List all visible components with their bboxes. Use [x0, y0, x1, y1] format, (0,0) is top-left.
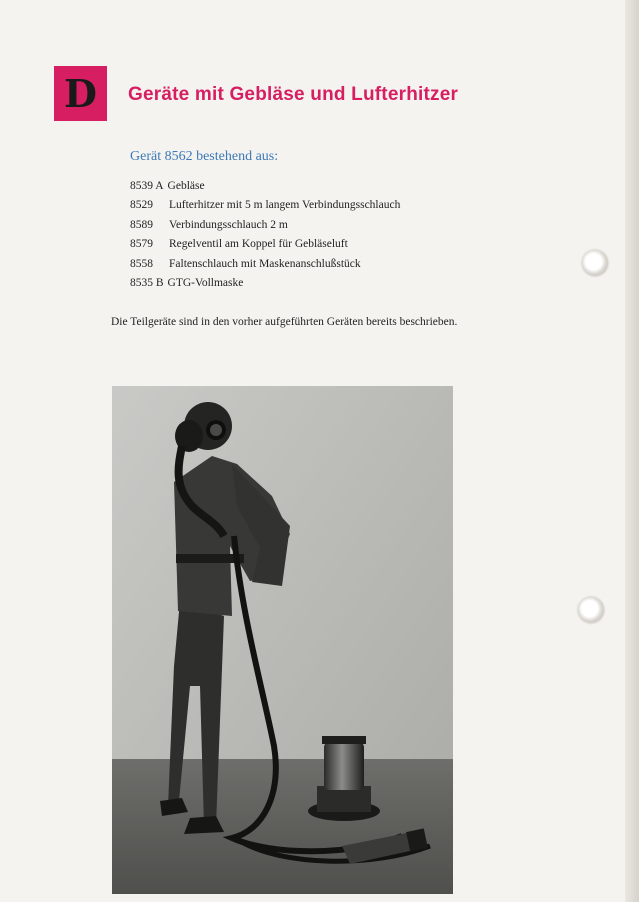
list-item [130, 176, 400, 196]
part-description: Lufterhitzer mit 5 m langem Verbindungsschlauch [169, 199, 401, 212]
punch-hole [582, 250, 608, 276]
part-number: 8589 [130, 218, 153, 231]
part-description: Faltenschlauch mit Maskenanschlußstück [169, 257, 361, 270]
part-description: GTG-Vollmaske [167, 277, 244, 290]
section-letter: D [64, 70, 97, 116]
list-item [130, 196, 400, 216]
list-item [130, 254, 400, 274]
punch-hole [578, 597, 604, 623]
device-subheading: Gerät 8562 bestehend aus: [130, 149, 279, 164]
list-item [130, 235, 400, 255]
page-title: Geräte mit Gebläse und Lufterhitzer [128, 84, 459, 105]
part-number: 8535 B [130, 277, 164, 290]
list-item [130, 215, 400, 235]
part-number: 8529 [130, 199, 153, 212]
part-description: Gebläse [167, 179, 205, 192]
note-text: Die Teilgeräte sind in den vorher aufgeführten Geräten bereits beschrieben. [111, 316, 458, 328]
part-number: 8579 [130, 238, 153, 251]
part-number: 8539 A [130, 179, 164, 192]
part-description: Regelventil am Koppel für Gebläseluft [169, 238, 348, 251]
part-description: Verbindungsschlauch 2 m [169, 218, 288, 231]
equipment-photo [112, 386, 453, 894]
section-badge [54, 66, 107, 121]
parts-list [130, 176, 400, 293]
list-item [130, 274, 400, 294]
page-edge [625, 0, 639, 902]
part-number: 8558 [130, 257, 153, 270]
